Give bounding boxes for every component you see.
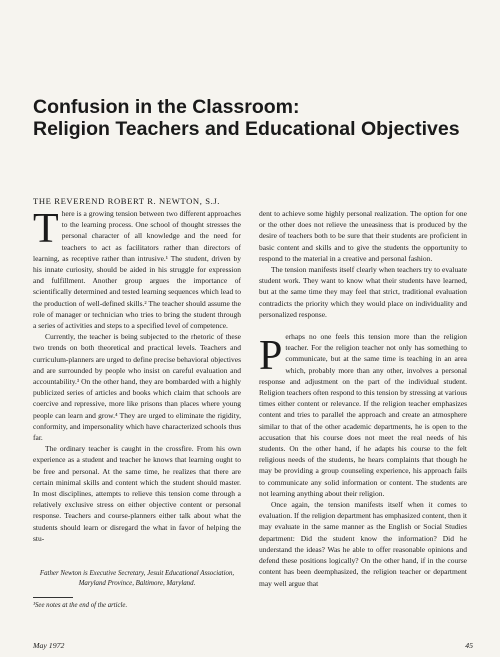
paragraph-2: Currently, the teacher is being subjected to the rhetoric of these two trends on both theoretical and practical levels. Teachers and curriculum-planners are urged to define precise behavioral objectives and are surrounded by people who insist on careful evaluation and accountability.³ On the other hand, they are bombarded with a highly publicized series of articles and books which claim that schools are coercive and repressive, more like prisons than places where young people can learn and grow.⁴ They are urged to eliminate the rigidity, conformity, and impersonality which have characterized schools thus far. [33, 332, 241, 443]
article-author: THE REVEREND ROBERT R. NEWTON, S.J. [33, 196, 221, 206]
paragraph-tension: The tension manifests itself clearly when teachers try to evaluate student work. They want to know what their students have learned, but at the same time they may feel that strict, traditional evaluation contradicts the priority which they would place on individuality and personalized response. [259, 265, 467, 319]
paragraph-religion-teacher [259, 331, 467, 499]
article-subtitle: Religion Teachers and Educational Objectives [33, 118, 460, 140]
page-number: 45 [465, 641, 473, 650]
drop-cap: T [33, 206, 59, 252]
footnote-divider [33, 597, 73, 598]
drop-cap: P [259, 333, 283, 380]
paragraph-1 [33, 208, 241, 331]
text-column-left [33, 208, 241, 544]
footnote: ¹See notes at the end of the article. [33, 602, 128, 609]
title-block [33, 96, 473, 140]
paragraph-evaluation: Once again, the tension manifests itself when it comes to evaluation. If the religion department has emphasized content, then it may evaluate in the same manner as the English or Social Studies department: Did the student know the information? Did he understand the ideas? Was he able to offer reasonable opinions and defend these positions logically? On the other hand, if in the course content has been deemphasized, the religion teacher or department may well argue that [259, 500, 467, 588]
paragraph-3: The ordinary teacher is caught in the crossfire. From his own experience as a student and teacher he knows that learning ought to be free and personal. At the same time, he realizes that there are certain minimal skills and content which the student should master. In most disciplines, attempts to relieve this tension come through a relatively exclusive stress on either objective content or personal response. Teachers and course-planners either talk about what the students should learn or disregard the what in favor of helping the stu- [33, 444, 241, 543]
author-bio-note: Father Newton is Executive Secretary, Jesuit Educational Association, Maryland Province, Baltimore, Maryland. [39, 570, 235, 587]
text-column-right [259, 208, 467, 589]
article-title: Confusion in the Classroom: [33, 96, 300, 118]
issue-date: May 1972 [33, 641, 65, 650]
paragraph-religion-teacher-text: erhaps no one feels this tension more than the religion teacher. For the religion teacher not only has something to communicate, but at the same time is teaching in an area which, probably more than any other, involves a personal response and adjustment on the part of the individual student. Religion teachers often respond to this tension by stressing at various times either content or relevance. If the religion teacher emphasizes content and tries to parallel the approach and create an atmosphere similar to that of the other academic departments, he is open to the accusation that his course does not meet the real needs of his students. On the other hand, if he adapts his course to the felt religious needs of the students, he hears complaints that though he may be providing a group counseling experience, his approach fails to communicate any solid information or content. The students are not learning anything about their religion. [259, 332, 467, 498]
paragraph-continued: dent to achieve some highly personal realization. The option for one or the other does not relieve the uneasiness that is produced by the desire of teachers both to be sure that their students are proficient in basic content and skills and to give the students the opportunity to respond to the material in a creative and personal fashion. [259, 209, 467, 263]
section-gap [259, 320, 467, 331]
paragraph-1-text: here is a growing tension between two different approaches to the learning process. One school of thought stresses the personal character of all knowledge and the need for teachers to act as facilitators rather than directors of learning, as receptive rather than intrusive.¹ The student, driven by his innate curiosity, should be aided in his struggle for expression and fulfillment. Another group argues the importance of scientifically determined and tested learning sequences which lead to the production of well-defined skills.² The teacher should assume the role of manager or technician who tries to bring the student through a series of activities and steps to a specified level of competence. [33, 209, 241, 331]
